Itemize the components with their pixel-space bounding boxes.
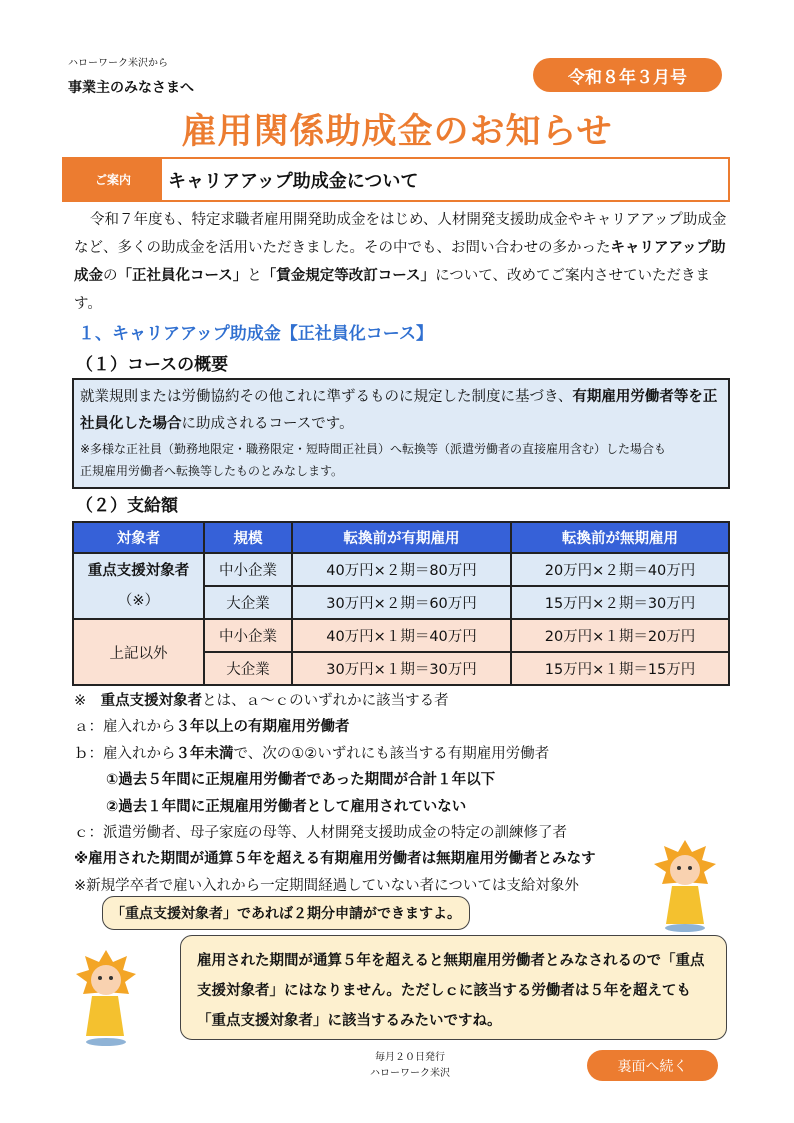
cell: 大企業 <box>204 652 292 685</box>
note-text: ｂ：雇入れから <box>74 745 176 762</box>
intro-text: 令和７年度も、特定求職者雇用開発助成金をはじめ、人材開発支援助成金やキャリアアップ助成金など、多くの助成金を活用いただきました。その中でも、お問い合わせの多かった <box>74 212 727 256</box>
intro-text: と <box>247 268 262 284</box>
intro-text: の <box>103 268 118 284</box>
overview-note: ※多様な正社員（勤務地限定・職務限定・短時間正社員）へ転換等（派遣労働者の直接雇用含む）した場合も <box>80 442 667 456</box>
note-bold: ②過去１年間に正規雇用労働者として雇用されていない <box>106 798 467 815</box>
overview-heading: （１）コースの概要 <box>76 355 229 375</box>
overview-note: 正規雇用労働者へ転換等したものとみなします。 <box>80 464 344 478</box>
cell: 30万円×１期＝30万円 <box>292 652 511 685</box>
cell: 中小企業 <box>204 619 292 652</box>
note-text: で、次の①②いずれにも該当する有期雇用労働者 <box>233 745 550 762</box>
note-bold: ３年以上の有期雇用労働者 <box>175 719 350 736</box>
page-title: 雇用関係助成金のお知らせ <box>181 112 613 152</box>
cell: 20万円×１期＝20万円 <box>511 619 729 652</box>
footer-issue: 毎月２０日発行 <box>375 1052 445 1063</box>
amount-table <box>72 521 730 686</box>
note-text: ｃ：派遣労働者、母子家庭の母等、人材開発支援助成金の特定の訓練修了者 <box>74 825 567 842</box>
table-row <box>73 553 729 586</box>
th: 規模 <box>204 522 292 553</box>
group-label: 重点支援対象者 <box>87 563 190 579</box>
note-text: ａ：雇入れから <box>74 719 176 736</box>
overview-box <box>72 378 730 489</box>
intro-bold: キャリアアップ助成金 <box>74 240 726 284</box>
issue-badge: 令和８年３月号 <box>533 58 722 92</box>
overview-text: に助成されるコースです。 <box>181 416 354 432</box>
cell: 中小企業 <box>204 553 292 586</box>
guide-box <box>62 157 730 202</box>
cell: 30万円×２期＝60万円 <box>292 586 511 619</box>
th: 転換前が無期雇用 <box>511 522 729 553</box>
footer-office: ハローワーク米沢 <box>370 1068 450 1079</box>
overview-bold: 有期雇用労働者等を正社員化した場合 <box>80 389 718 432</box>
mascot-icon <box>72 948 140 1048</box>
sender: ハローワーク米沢から <box>68 58 168 69</box>
mascot-icon <box>650 838 720 933</box>
cell: 40万円×１期＝40万円 <box>292 619 511 652</box>
amount-heading: （２）支給額 <box>76 496 178 516</box>
intro-paragraph <box>74 206 734 318</box>
section-heading: １、キャリアアップ助成金【正社員化コース】 <box>78 324 433 344</box>
overview-text: 就業規則または労働協約その他これに準ずるものに規定した制度に基づき、 <box>80 389 573 405</box>
th: 転換前が有期雇用 <box>292 522 511 553</box>
speech-bubble: 雇用された期間が通算５年を超えると無期雇用労働者とみなされるので「重点支援対象者」にはなりません。ただしｃに該当する労働者は５年を超えても「重点支援対象者」に該当するみたいですね。 <box>180 935 727 1040</box>
cell: 40万円×２期＝80万円 <box>292 553 511 586</box>
notes <box>74 688 596 899</box>
cell: 大企業 <box>204 586 292 619</box>
cell: 15万円×１期＝15万円 <box>511 652 729 685</box>
recipient: 事業主のみなさまへ <box>68 80 194 96</box>
note-text: ※ <box>74 693 101 709</box>
th: 対象者 <box>73 522 204 553</box>
table-row <box>73 619 729 652</box>
cell: 20万円×２期＝40万円 <box>511 553 729 586</box>
group-cell <box>73 553 204 619</box>
note-bold: ①過去５年間に正規雇用労働者であった期間が合計１年以下 <box>106 772 496 789</box>
note-bold: ３年未満 <box>175 745 234 762</box>
group-label: 上記以外 <box>73 619 204 685</box>
intro-text: について、改めてご案内させていただきます。 <box>74 268 710 312</box>
cell: 15万円×２期＝30万円 <box>511 586 729 619</box>
note-bold: ※雇用された期間が通算５年を超える有期雇用労働者は無期雇用労働者とみなす <box>74 851 596 868</box>
guide-title: キャリアアップ助成金について <box>168 170 419 192</box>
note-bold: 重点支援対象者 <box>100 693 203 709</box>
group-sub: （※） <box>117 593 160 609</box>
note-text: とは、ａ～ｃのいずれかに該当する者 <box>202 693 449 709</box>
speech-bubble: 「重点支援対象者」であれば２期分申請ができますよ。 <box>102 896 470 930</box>
note-text: ※新規学卒者で雇い入れから一定期間経過していない者については支給対象外 <box>74 877 579 894</box>
intro-bold: 「正社員化コース」 <box>117 268 248 284</box>
guide-label: ご案内 <box>64 159 162 200</box>
intro-bold: 「賃金規定等改訂コース」 <box>261 268 436 284</box>
continue-badge: 裏面へ続く <box>587 1050 718 1081</box>
